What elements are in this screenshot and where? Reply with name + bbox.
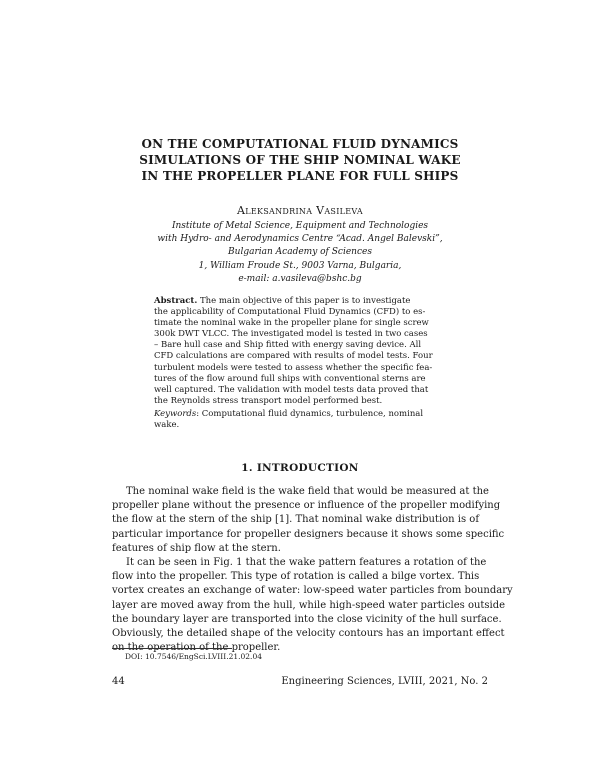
paragraph-line: layer are moved away from the hull, while high-speed water particles outside <box>112 599 506 611</box>
paragraph-line: It can be seen in Fig. 1 that the wake pattern features a rotation of the <box>126 557 487 569</box>
affiliation-line: 1, William Froude St., 9003 Varna, Bulgaria, <box>198 260 402 271</box>
paragraph-line: particular importance for propeller designers because it shows some specific <box>112 528 505 540</box>
paper-title <box>90 136 510 184</box>
abstract-line: tures of the flow around full ships with conventional sterns are <box>154 373 426 384</box>
keywords <box>154 409 450 420</box>
page-number: 44 <box>112 676 125 687</box>
paragraph-line: vortex creates an exchange of water: low-speed water particles from boundary <box>112 585 513 597</box>
paragraph-line: the boundary layer are transported into the close vicinity of the hull surface. <box>112 613 502 625</box>
abstract <box>154 296 450 431</box>
abstract-label: Abstract. <box>154 296 198 306</box>
abstract-line: timate the nominal wake in the propeller plane for single screw <box>154 318 429 329</box>
abstract-text: The main objective of this paper is to investigate <box>200 296 411 306</box>
abstract-line: 300k DWT VLCC. The investigated model is tested in two cases <box>154 329 428 340</box>
paragraph-line: propeller plane without the presence or influence of the propeller modifying <box>112 500 501 512</box>
journal-footer: Engineering Sciences, LVIII, 2021, No. 2 <box>281 676 488 687</box>
footnote-rule <box>112 648 232 649</box>
affiliation <box>100 220 500 286</box>
title-line: IN THE PROPELLER PLANE FOR FULL SHIPS <box>141 169 459 183</box>
paragraph-line: features of ship flow at the stern. <box>112 542 281 554</box>
abstract-line: the Reynolds stress transport model performed best. <box>154 395 383 406</box>
affiliation-line: with Hydro- and Aerodynamics Centre “Acad. Angel Balevski”, <box>157 234 443 245</box>
paragraph-line: Obviously, the detailed shape of the velocity contours has an important effect <box>112 628 505 640</box>
email: e-mail: a.vasileva@bshc.bg <box>238 273 362 284</box>
body-text <box>112 485 513 655</box>
abstract-line <box>154 296 450 307</box>
abstract-line: CFD calculations are compared with results of model tests. Four <box>154 351 433 362</box>
doi-footnote: DOI: 10.7546/EngSci.LVIII.21.02.04 <box>125 652 262 661</box>
paragraph-line: The nominal wake field is the wake field that would be measured at the <box>126 486 489 497</box>
affiliation-line: Institute of Metal Science, Equipment and Technologies <box>171 221 429 231</box>
title-line: SIMULATIONS OF THE SHIP NOMINAL WAKE <box>139 153 461 167</box>
paragraph-line: flow into the propeller. This type of rotation is called a bilge vortex. This <box>112 571 480 583</box>
abstract-line: turbulent models were tested to assess whether the specific fea- <box>154 362 433 373</box>
abstract-line: the applicability of Computational Fluid Dynamics (CFD) to es- <box>154 307 426 318</box>
keywords-text-cont: wake. <box>154 420 180 431</box>
paragraph-line: the flow at the stern of the ship [1]. That nominal wake distribution is of <box>112 514 480 526</box>
abstract-line: – Bare hull case and Ship fitted with energy saving device. All <box>154 340 422 351</box>
section-heading: 1. INTRODUCTION <box>241 462 359 474</box>
keywords-label: Keywords <box>154 408 197 419</box>
paragraph-line: on the operation of the propeller. <box>112 642 281 654</box>
author-name: Aleksandrina Vasileva <box>236 204 364 217</box>
title-line: ON THE COMPUTATIONAL FLUID DYNAMICS <box>141 137 459 151</box>
keywords-text: : Computational fluid dynamics, turbulence, nominal <box>196 408 424 419</box>
abstract-line: well captured. The validation with model tests data proved that <box>154 384 429 395</box>
affiliation-line: Bulgarian Academy of Sciences <box>228 247 372 258</box>
